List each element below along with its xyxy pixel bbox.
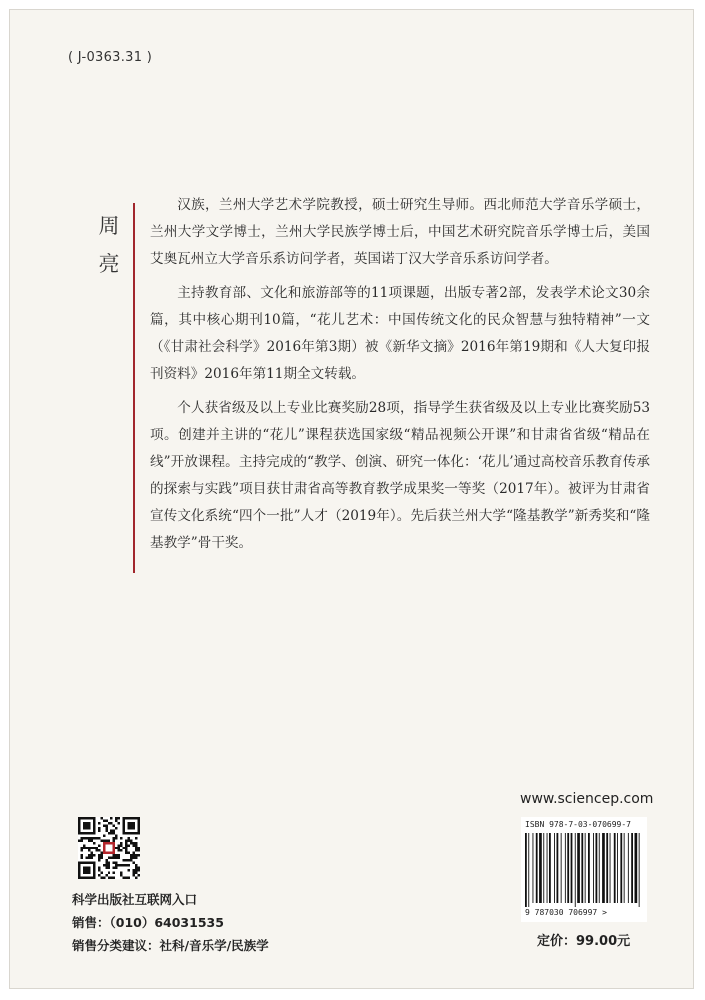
barcode-icon bbox=[525, 833, 643, 907]
bio-paragraph: 主持教育部、文化和旅游部等的11项课题，出版专著2部，发表学术论文30余篇，其中核心期刊10篇，“花儿艺术：中国传统文化的民众智慧与独特精神”一文（《甘肃社会科学》2016年第3期）被《新华文摘》2016年第19期和《人大复印报刊资料》2016年第11期全文转载。 bbox=[150, 285, 650, 382]
publisher-info bbox=[72, 888, 269, 957]
back-cover bbox=[9, 9, 694, 989]
isbn-number: ISBN 978-7-03-070699-7 bbox=[525, 820, 631, 829]
qr-code-icon bbox=[78, 817, 140, 883]
bio-paragraph: 个人获省级及以上专业比赛奖励28项，指导学生获省级及以上专业比赛奖励53项。创建并主讲的“花儿”课程获选国家级“精品视频公开课”和甘肃省省级“精品在线”开放课程。主持完成的“教学、创演、研究一体化：‘花儿’通过高校音乐教育传承的探索与实践”项目获甘肃省高等教育教学成果奖一等奖（2017年）。被评为甘肃省宣传文化系统“四个一批”人才（2019年）。先后获兰州大学“隆基教学”新秀奖和“隆基教学”骨干奖。 bbox=[150, 400, 650, 551]
author-name bbox=[97, 207, 121, 283]
author-name-char: 周 bbox=[98, 214, 120, 238]
author-bio bbox=[150, 192, 650, 564]
publisher-website[interactable]: www.sciencep.com bbox=[520, 791, 654, 807]
price-label: 定价：99.00元 bbox=[537, 934, 631, 949]
catalog-code: ( J-0363.31 ) bbox=[68, 50, 153, 65]
sales-phone: 销售：（010）64031535 bbox=[72, 915, 224, 930]
sales-category: 销售分类建议：社科/音乐学/民族学 bbox=[72, 938, 269, 953]
author-name-char: 亮 bbox=[98, 252, 120, 276]
publisher-portal: 科学出版社互联网入口 bbox=[72, 892, 198, 907]
barcode-digits: 9 787030 706997 > bbox=[525, 908, 607, 917]
bio-paragraph: 汉族，兰州大学艺术学院教授，硕士研究生导师。西北师范大学音乐学硕士，兰州大学文学博士，兰州大学民族学博士后，中国艺术研究院音乐学博士后，美国艾奥瓦州立大学音乐系访问学者，英国诺丁汉大学音乐系访问学者。 bbox=[150, 197, 650, 267]
isbn-barcode bbox=[521, 817, 647, 922]
accent-divider bbox=[133, 203, 135, 573]
